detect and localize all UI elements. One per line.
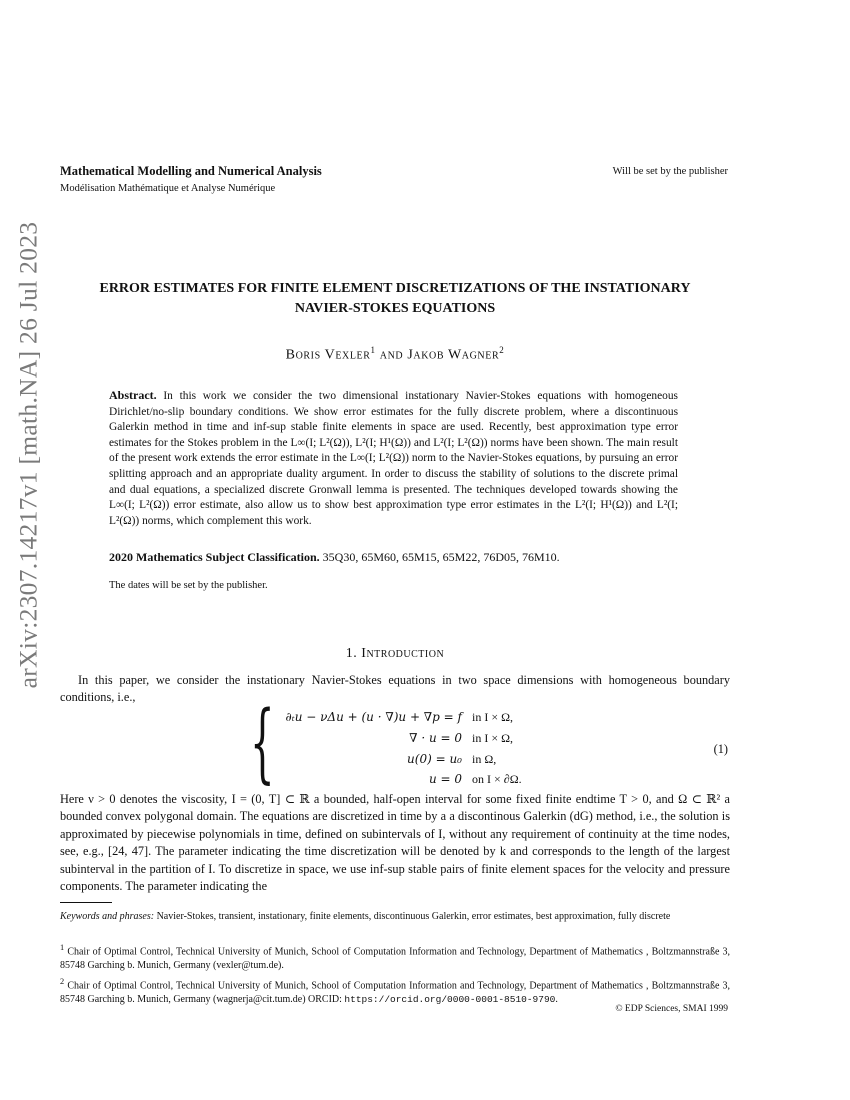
author-1-affiliation-mark: 1 (370, 345, 376, 355)
journal-title-french: Modélisation Mathématique et Analyse Numérique (60, 183, 276, 194)
footnote-divider (60, 902, 112, 903)
footnote-1-mark: 1 (60, 943, 65, 952)
equation-number: (1) (713, 742, 728, 756)
equation-domain: in I × Ω, (472, 710, 514, 724)
keywords-text: Navier-Stokes, transient, instationary, finite elements, discontinuous Galerkin, error estimates, best approximation, fully discrete (156, 911, 671, 922)
footnote-1-text: Chair of Optimal Control, Technical University of Munich, School of Computation Information and Technology, Department of Mathematics , Boltzmannstraße 3, 85748 Garching b. Munich, Germany (vexler@tum.de). (60, 946, 731, 971)
intro-paragraph-2: Here ν > 0 denotes the viscosity, I = (0, T] ⊂ ℝ a bounded, half-open interval for some fixed finite endtime T > 0, and Ω ⊂ ℝ² a bounded convex polygonal domain. The equations are discretized in time by a a discontinous Galerkin (dG) method, i.e., the solution is approximated by piecewise polynomials in time, defined on subintervals of I, without any requirement of continuity at the time nodes, see, e.g., [24, 47]. The parameter indicating the time discretization will be denoted by k and corresponds to the length of the largest subinterval in the partition of I. To discretize in space, we use inf-sup stable pairs of finite element spaces for the velocity and pressure components. The parameter indicating the (60, 792, 730, 894)
author-list (60, 345, 730, 364)
author-1-name: Boris Vexler (285, 347, 371, 363)
equation-lhs: ∂ₜu − νΔu + (u · ∇)u + ∇p = f (285, 710, 462, 724)
equation-brace: { (250, 693, 275, 793)
msc-codes: 35Q30, 65M60, 65M15, 65M22, 76D05, 76M10. (322, 550, 560, 564)
keywords-footnote (60, 910, 730, 924)
abstract-text: In this work we consider the two dimensional instationary Navier-Stokes equations with homogeneous Dirichlet/no-slip boundary conditions. We show error estimates for the fully discrete problem, where a discontinuous Galerkin method in time and inf-sup stable finite elements in space are used. Recently, best approximation type error estimates for the Stokes problem in the L∞(I; L²(Ω)), L²(I; H¹(Ω)) and L²(I; L²(Ω)) norms have been shown. The main result of the present work extends the error estimate in the L∞(I; L²(Ω)) norm to the Navier-Stokes equations, by pursuing an error splitting approach and an appropriate duality argument. In order to discuss the stability of solutions to the discrete primal and dual equations, a specialized discrete Gronwall lemma is presented. The techniques developed towards showing the L∞(I; L²(Ω)) error estimate, also allow us to show best approximation type error estimates in the L²(I; H¹(Ω)) and L²(I; L²(Ω)) norms, which complement this work. (109, 390, 678, 527)
equation-domain: in I × Ω, (472, 731, 514, 745)
abstract (109, 388, 678, 529)
arxiv-identifier: arXiv:2307.14217v1 [math.NA] 26 Jul 2023 (13, 221, 42, 689)
paper-title-line-1: ERROR ESTIMATES FOR FINITE ELEMENT DISCRETIZATIONS OF THE INSTATIONARY (99, 281, 691, 296)
affiliation-footnote-2 (60, 975, 730, 1006)
abstract-label: Abstract. (109, 388, 157, 402)
equation-lhs: ∇ · u = 0 (409, 731, 462, 745)
keywords-label: Keywords and phrases: (60, 911, 155, 922)
orcid-link[interactable]: https://orcid.org/0000-0001-8510-9790 (344, 993, 556, 1005)
footnote-2-text: Chair of Optimal Control, Technical University of Munich, School of Computation Information and Technology, Department of Mathematics , Boltzmannstraße 3, 85748 Garching b. Munich, Germany (wagnerja@cit.tum.de) ORCID: (60, 980, 731, 1005)
author-2-affiliation-mark: 2 (499, 345, 505, 355)
affiliation-footnote-1 (60, 941, 730, 972)
paper-title-line-2: NAVIER-STOKES EQUATIONS (294, 301, 496, 316)
footnote-2-mark: 2 (60, 977, 65, 986)
copyright-notice: © EDP Sciences, SMAI 1999 (615, 1004, 728, 1014)
equation-domain: on I × ∂Ω. (472, 772, 522, 786)
dates-note: The dates will be set by the publisher. (109, 580, 268, 591)
intro-paragraph-1 (60, 672, 730, 706)
section-heading-introduction: 1. Introduction (345, 646, 445, 661)
author-2-name: Jakob Wagner (407, 347, 500, 363)
paper-title (60, 279, 730, 319)
subject-classification (109, 550, 678, 565)
author-conjunction: and (379, 347, 404, 363)
equation-lhs: u = 0 (428, 772, 462, 786)
publisher-note: Will be set by the publisher (612, 166, 728, 177)
orcid-end: . (555, 993, 558, 1005)
equation-lhs: u(0) = u₀ (407, 752, 462, 766)
intro-paragraph-1-text: In this paper, we consider the instationary Navier-Stokes equations in two space dimensions with homogeneous boundary conditions, i.e., (60, 673, 730, 704)
journal-title: Mathematical Modelling and Numerical Analysis (60, 164, 322, 178)
msc-label: 2020 Mathematics Subject Classification. (109, 550, 320, 564)
equation-domain: in Ω, (472, 752, 497, 766)
arxiv-side-stamp (12, 221, 44, 689)
